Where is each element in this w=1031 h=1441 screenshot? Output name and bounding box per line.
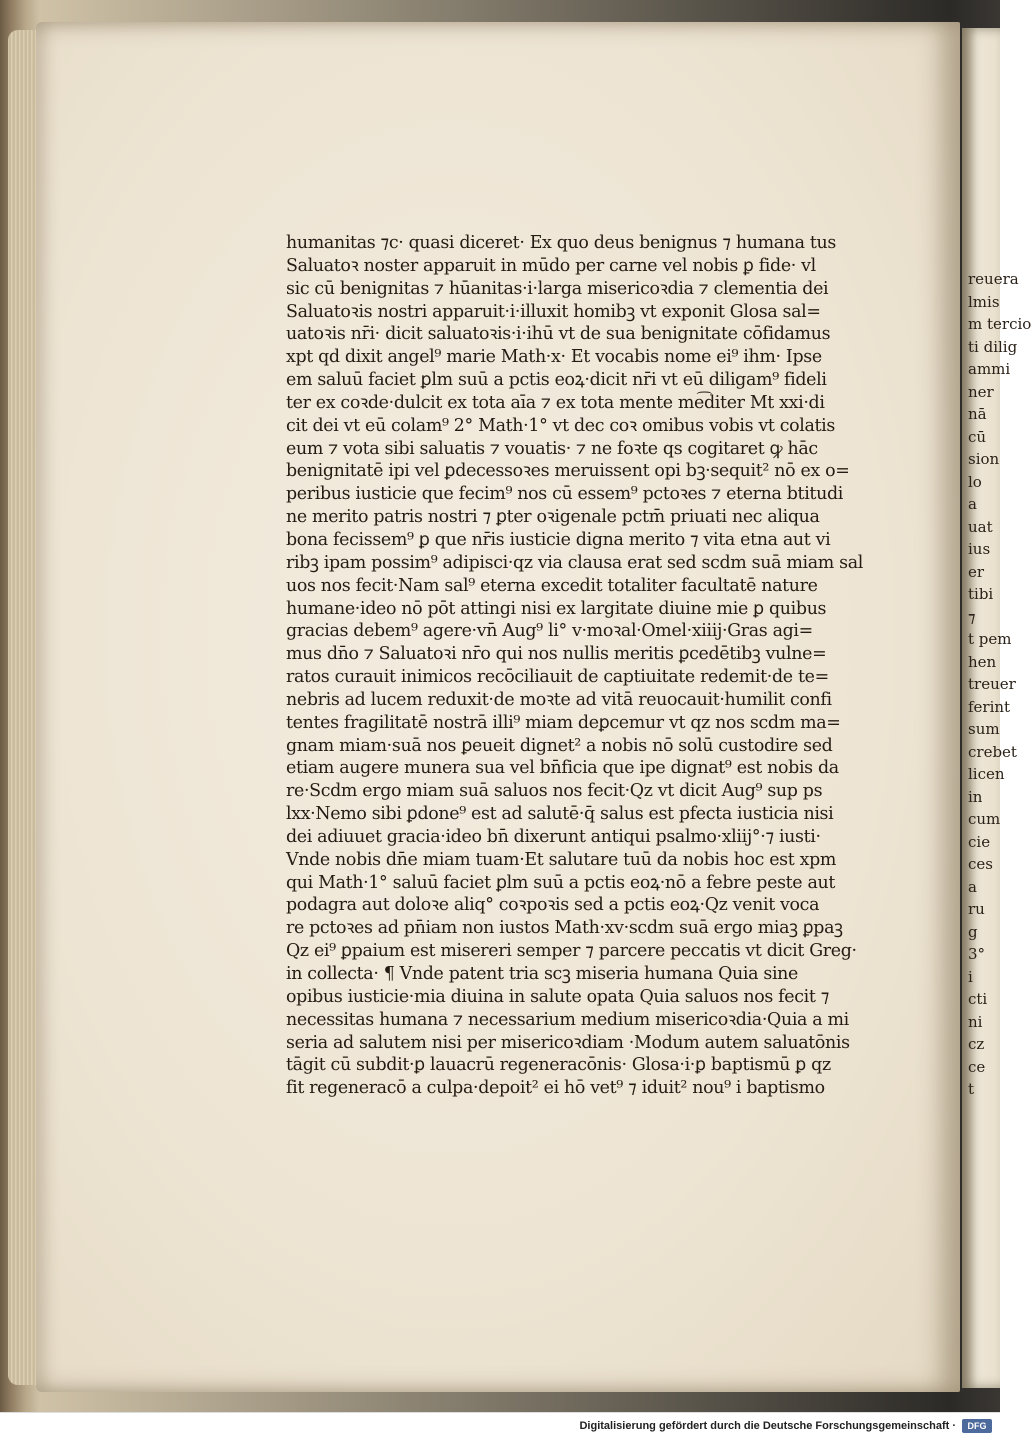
facing-text-line: cie [968, 832, 991, 851]
text-line: cit dei vt eū colam⁹ 2° Math·1° vt dec coꝛ omibus vobis vt colatis [286, 415, 836, 436]
text-line: fit regeneracō a culpa·depoit² ei hō vet⁹ ⁊ iduit² nou⁹ i baptismo [286, 1078, 825, 1099]
text-line: ribꝫ ipam possim⁹ adipisci·qz via clausa erat sed scdm suā miam sal [286, 552, 864, 573]
facing-text-line: cz [968, 1035, 985, 1053]
facing-text-line: a [968, 495, 977, 513]
facing-text-line: ce [968, 1057, 986, 1076]
text-line: dei adiuuet gracia·ideo bn̄ dixerunt antiqui psalmo·xliij°·⁊ iusti· [286, 826, 821, 847]
facing-text-line: ni [968, 1012, 983, 1031]
text-line: Saluatoꝛis nostri apparuit·i·illuxit homibꝫ vt exponit Glosa sal= [286, 301, 821, 322]
text-line: uos nos fecit·Nam sal⁹ eterna excedit totaliter facultatē nature [286, 575, 818, 596]
facing-text-line: sion [968, 450, 1000, 468]
facing-text-line: reuera [968, 270, 1019, 288]
facing-text-line: uat [968, 517, 993, 536]
text-line: re pctoꝛes ad pn̄iam non iustos Math·xv·scdm suā ergo miaꝫ ꝑpaꝫ [286, 918, 843, 939]
facing-text-line: cti [968, 990, 988, 1008]
text-line: ne merito patris nostri ⁊ ꝑter oꝛigenale pctm̄ priuati nec aliqua [286, 507, 820, 528]
text-line: etiam augere munera sua vel bn̄ficia que ipe dignat⁹ est nobis da [286, 758, 839, 779]
text-line: opibus iusticie·mia diuina in salute opata Quia saluos nos fecit ⁊ [286, 986, 830, 1007]
text-line: peribus iusticie que fecim⁹ nos cū essem⁹ pctoꝛes ⁊ eterna btitudi [286, 484, 843, 505]
text-line: podagra aut doloꝛe aliq° coꝛpoꝛis sed a pctis eoꝝ·Qz venit voca [286, 895, 820, 916]
text-line: gracias debem⁹ agere·vn̄ Aug⁹ li° v·moꝛal·Omel·xiiij·Gras agi= [286, 621, 813, 642]
text-line: humanitas ⁊c· quasi diceret· Ex quo deus benignus ⁊ humana tus [286, 233, 837, 253]
facing-text-line: ammi [968, 360, 1011, 378]
facing-text-line: licen [968, 765, 1005, 783]
text-line: bona fecissem⁹ ꝑ que nr̄is iusticie digna merito ⁊ vita etna aut vi [286, 529, 831, 550]
text-line: sic cū benignitas ⁊ hūanitas·i·larga misericoꝛdia ⁊ clementia dei [286, 278, 829, 299]
facing-text-line: er [968, 562, 985, 581]
facing-text-line: ti dilig [968, 337, 1018, 356]
dfg-logo: DFG [962, 1419, 992, 1433]
facing-text-line: ner [968, 382, 994, 401]
facing-text-line: ces [968, 855, 993, 873]
text-line: Saluatoꝛ noster apparuit in mūdo per carne vel nobis ꝑ fide· vl [286, 255, 816, 276]
facing-text-line: tibi [968, 585, 994, 603]
facing-text-line: hen [968, 652, 997, 671]
main-text-block [286, 232, 882, 1100]
facing-text-line: ⁊ [968, 607, 976, 626]
text-line: gnam miam·suā nos ꝑeueit dignet² a nobis nō solū custodire sed [286, 735, 833, 756]
text-line: Vnde nobis dn̄e miam tuam·Et salutare tuū da nobis hoc est xpm [286, 849, 837, 870]
text-line: ter ex coꝛde·dulcit ex tota aīa ⁊ ex tota mente me͡diter Mt xxi·di [286, 392, 825, 413]
footer-bar [0, 1412, 1000, 1441]
text-line: lxx·Nemo sibi ꝑdone⁹ est ad salutē·q̄ salus est pfecta iusticia nisi [286, 804, 834, 825]
facing-text-line: crebet [968, 742, 1017, 761]
text-line: benignitatē ipi vel ꝑdecessoꝛes meruissent opi bꝫ·sequit² nō ex o= [286, 461, 850, 482]
text-line: humane·ideo nō pōt attingi nisi ex largitate diuine mie ꝑ quibus [286, 598, 827, 619]
facing-text-line: ru [968, 900, 985, 918]
facing-text-line: i [968, 967, 973, 986]
text-line: ratos curauit inimicos recōciliauit de captiuitate redemit·de te= [286, 667, 829, 688]
text-line: xpt qd dixit angel⁹ marie Math·x· Et vocabis nome ei⁹ ihm· Ipse [286, 347, 822, 368]
facing-text-line: sum [968, 720, 1000, 738]
facing-text-line: lmis [968, 292, 1000, 311]
facing-text-line: t pem [968, 630, 1012, 648]
text-line: nebris ad lucem reduxit·de moꝛte ad vitā reuocauit·humilit confi [286, 689, 832, 710]
facing-text-line: ius [968, 540, 991, 558]
text-line: Qz ei⁹ ꝑpaium est misereri semper ⁊ parcere peccatis vt dicit Greg· [286, 941, 857, 962]
facing-text-line: lo [968, 472, 982, 491]
text-line: seria ad salutem nisi per misericoꝛdiam ·Modum autem saluatōnis [286, 1032, 850, 1053]
facing-text-line: treuer [968, 675, 1016, 693]
facing-page [962, 28, 1031, 1388]
text-line: in collecta· ¶ Vnde patent tria scꝫ miseria humana Quia sine [286, 964, 799, 984]
facing-text-line: 3° [968, 945, 986, 963]
text-line: em saluū faciet ꝑlm suū a pctis eoꝝ·dicit nr̄i vt eū diligam⁹ fideli [286, 370, 827, 391]
facing-text-line: cum [968, 810, 1001, 828]
facing-text-line: m tercio [968, 315, 1031, 333]
text-line: re·Scdm ergo miam suā saluos nos fecit·Qz vt dicit Aug⁹ sup ps [286, 781, 823, 802]
facing-text-line: nā [968, 405, 987, 423]
footer-credit: Digitalisierung gefördert durch die Deutsche Forschungsgemeinschaft · [579, 1420, 956, 1432]
facing-text-line: a [968, 877, 977, 896]
facing-text-line: g [968, 922, 978, 941]
text-line: eum ⁊ vota sibi saluatis ⁊ vouatis· ⁊ ne foꝛte qs cogitaret ꝙ hāc [286, 438, 818, 459]
facing-text-line: in [968, 787, 983, 806]
text-line: mus dn̄o ⁊ Saluatoꝛi nr̄o qui nos nullis meritis ꝑcedētibꝫ vulne= [286, 644, 827, 665]
text-line: tāgit cū subdit·ꝑ lauacrū regeneracōnis· Glosa·i·ꝑ baptismū ꝑ qz [286, 1055, 831, 1076]
facing-page-text [968, 268, 1031, 1101]
text-line: tentes fragilitatē nostrā illi⁹ miam deꝑcemur vt qz nos scdm ma= [286, 712, 841, 733]
facing-text-line: ferint [968, 697, 1011, 716]
facing-text-line: t [968, 1080, 975, 1098]
facing-text-line: cū [968, 427, 987, 446]
text-line: qui Math·1° saluū faciet ꝑlm suū a pctis eoꝝ·nō a febre peste aut [286, 872, 836, 893]
text-line: necessitas humana ⁊ necessarium medium misericoꝛdia·Quia a mi [286, 1009, 849, 1030]
text-line: uatoꝛis nr̄i· dicit saluatoꝛis·i·ihū vt de sua benignitate cōfidamus [286, 324, 831, 345]
